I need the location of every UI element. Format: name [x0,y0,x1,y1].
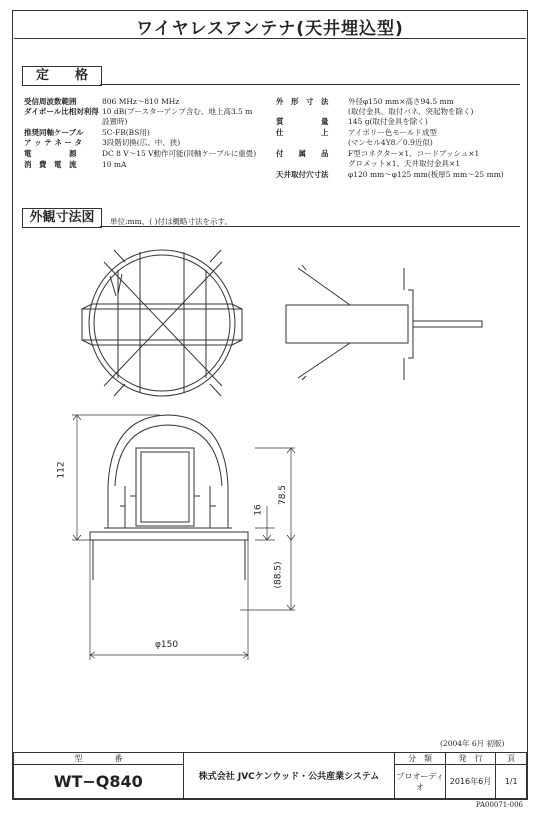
spec-label: ア ッ テ ネ ー タ [24,138,83,147]
spec-value: 145 g(取付金具を除く) [348,117,428,126]
section-spec-rule [100,84,520,85]
spec-label: ダイポール比相対利得 [24,107,99,116]
spec-label: 外 形 寸 法 [276,97,329,106]
tb-header-class: 分 類 [395,753,445,765]
spec-value: 外径φ150 mm×高さ94.5 mm [348,97,454,106]
dim-height-16: 16 [253,504,264,516]
specs-left [24,97,274,177]
section-spec-heading: 定 格 [22,66,102,86]
tb-class: プロオーディオ [395,765,445,799]
tb-page: 1/1 [496,765,527,799]
spec-value: 806 MHz〜810 MHz [102,97,180,106]
spec-value: アイボリー色モールド成型 [348,128,437,137]
spec-value: 設置時) [102,117,128,126]
tb-model-cell [14,765,184,799]
spec-value: 3段階切換(広、中、狭) [102,138,181,147]
dim-height-total: 112 [56,461,67,479]
title-block [13,752,527,799]
tb-company-cell [183,753,395,799]
spec-label: 推奨同軸ケーブル [24,128,84,137]
spec-value: 5C-FB(BS用) [102,128,150,137]
dim-height-lower: (88.5) [273,561,284,589]
spec-value: 10 dB(ブースターアンプ含む、地上高3.5 m [102,107,253,116]
spec-label: 質 量 [276,117,329,126]
page-title: ワイヤレスアンテナ(天井埋込型) [136,19,404,39]
unit-note: 単位:mm、( )付は概略寸法を示す。 [110,217,232,226]
spec-label: 受信周波数範囲 [24,97,77,106]
spec-label: 仕 上 [276,128,329,137]
tb-issue: 2016年6月 [445,765,496,799]
model-number: WT−Q840 [53,772,143,791]
spec-value: DC 8 V〜15 V動作可能(同軸ケーブルに重畳) [102,149,257,158]
spec-label: 消 費 電 流 [24,160,77,169]
section-dims-heading: 外観寸法図 [22,208,102,228]
company-name: 株式会社 JVCケンウッド・公共産業システム [198,772,380,782]
dim-diameter: φ150 [155,640,179,650]
spec-value: φ120 mm〜φ125 mm(板厚5 mm〜25 mm) [348,170,504,179]
tb-header-issue: 発 行 [445,753,496,765]
tb-header-page: 頁 [496,753,527,765]
specs-right [276,97,526,182]
tb-header-model: 型 番 [14,753,184,765]
title-divider [14,38,526,39]
spec-label: 電 源 [24,149,77,158]
spec-value: 10 mA [102,160,127,169]
spec-label: 天井取付穴寸法 [276,170,329,179]
spec-value: (取付金具、取付バネ、突起物を除く) [348,107,474,116]
spec-label: 付 属 品 [276,149,329,158]
document-id: PA00071-006 [475,801,523,809]
spec-value: グロメット×1、天井取付金具×1 [348,159,461,168]
dim-height-upper: 78.5 [278,484,289,506]
spec-value: F型コネクター×1、コードブッシュ×1 [348,149,480,158]
edition-note: (2004年 6月 初版) [440,739,505,748]
spec-value: (マンセル4Y8／0.9近似) [348,138,433,147]
